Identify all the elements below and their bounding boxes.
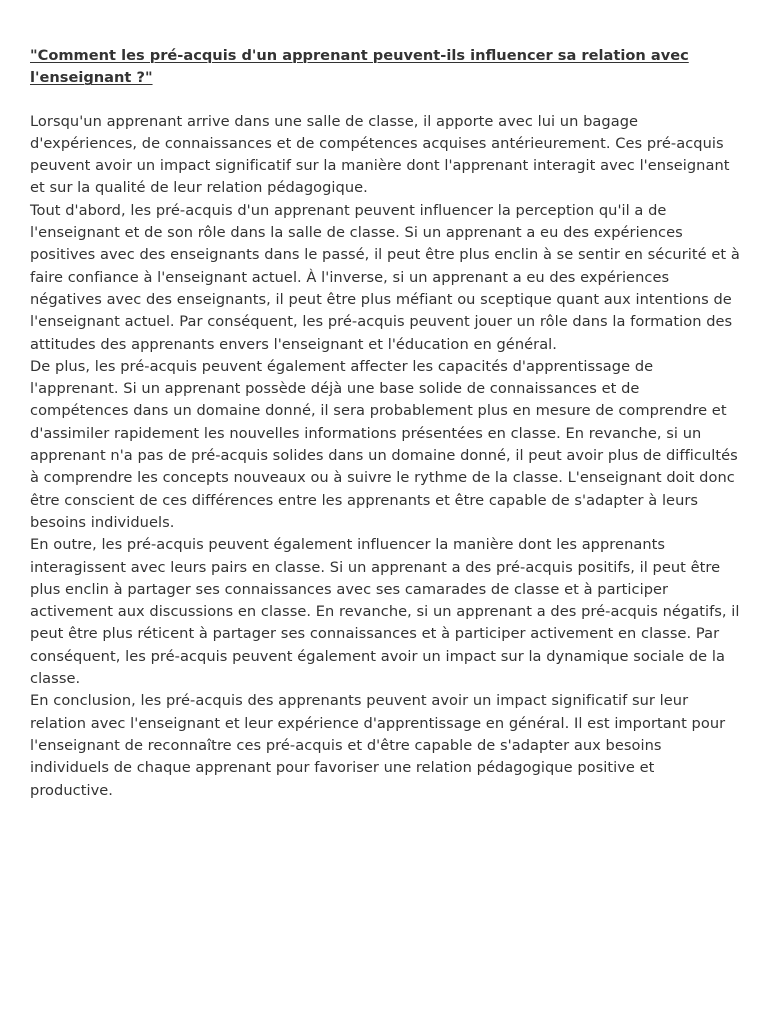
paragraph-conclusion: En conclusion, les pré-acquis des apprenants peuvent avoir un impact significatif sur leur relation avec l'enseignant et leur expérience d'apprentissage en général. Il est important pour l'enseignant de reconnaître ces pré-acquis et d'être capable de s'adapter aux besoins individuels de chaque apprenant pour favoriser une relation pédagogique positive et productive.: [30, 692, 726, 799]
paragraph-perception: Tout d'abord, les pré-acquis d'un apprenant peuvent influencer la perception qu'il a de l'enseignant et de son rôle dans la salle de classe. Si un apprenant a eu des expériences positives avec des enseignants dans le passé, il peut être plus enclin à se sentir en sécurité et à faire confiance à l'enseignant actuel. À l'inverse, si un apprenant a eu des expériences négatives avec des enseignants, il peut être plus méfiant ou sceptique quant aux intentions de l'enseignant actuel. Par conséquent, les pré-acquis peuvent jouer un rôle dans la formation des attitudes des apprenants envers l'enseignant et l'éducation en général.: [30, 201, 740, 353]
paragraph-intro: Lorsqu'un apprenant arrive dans une salle de classe, il apporte avec lui un bagage d'expériences, de connaissances et de compétences acquises antérieurement. Ces pré-acquis peuvent avoir un impact significatif sur la manière dont l'apprenant interagit avec l'enseignant et sur la qualité de leur relation pédagogique.: [30, 112, 730, 197]
paragraph-learning-capacity: De plus, les pré-acquis peuvent également affecter les capacités d'apprentissage de l'apprenant. Si un apprenant possède déjà une base solide de connaissances et de compétences dans un domaine donné, il sera probablement plus en mesure de comprendre et d'assimiler rapidement les nouvelles informations présentées en classe. En revanche, si un apprenant n'a pas de pré-acquis solides dans un domaine donné, il peut avoir plus de difficultés à comprendre les concepts nouveaux ou à suivre le rythme de la classe. L'enseignant doit donc être conscient de ces différences entre les apprenants et être capable de s'adapter à leurs besoins individuels.: [30, 357, 738, 531]
document-body: [30, 111, 742, 802]
document-title: "Comment les pré-acquis d'un apprenant peuvent-ils influencer sa relation avec l'enseignant ?": [30, 47, 689, 87]
paragraph-peer-interaction: En outre, les pré-acquis peuvent également influencer la manière dont les apprenants interagissent avec leurs pairs en classe. Si un apprenant a des pré-acquis positifs, il peut être plus enclin à partager ses connaissances avec ses camarades de classe et à participer activement aux discussions en classe. En revanche, si un apprenant a des pré-acquis négatifs, il peut être plus réticent à partager ses connaissances et à participer activement en classe. Par conséquent, les pré-acquis peuvent également avoir un impact sur la dynamique sociale de la classe.: [30, 536, 740, 688]
